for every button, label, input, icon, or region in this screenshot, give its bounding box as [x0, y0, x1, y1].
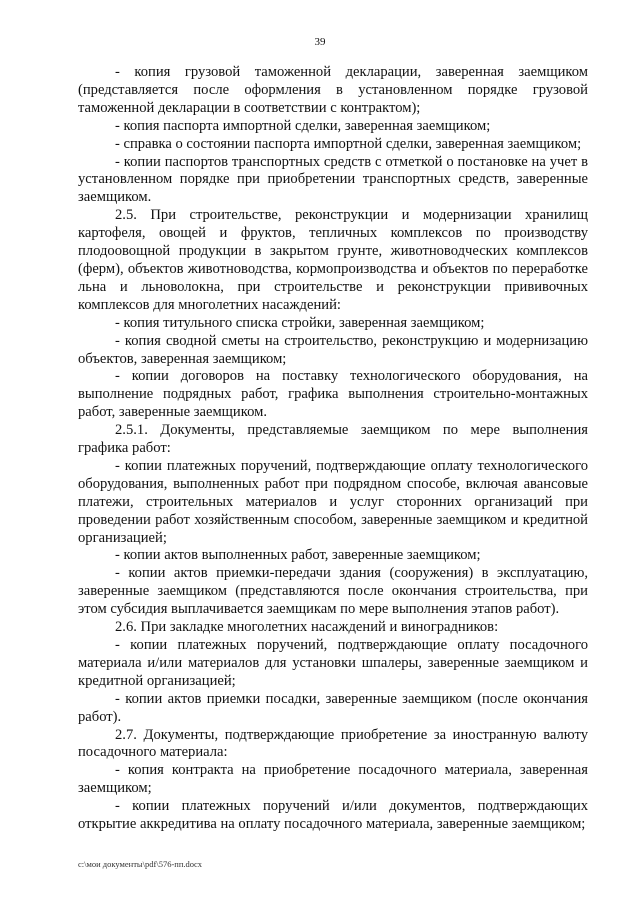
paragraph: 2.7. Документы, подтверждающие приобретение за иностранную валюту посадочного материала:	[78, 726, 588, 761]
paragraph: - копии платежных поручений, подтверждающие оплату посадочного материала и/или материалов для установки шпалеры, заверенные заемщиком и кредитной организацией;	[78, 637, 588, 689]
paragraph: - копия паспорта импортной сделки, заверенная заемщиком;	[115, 117, 491, 134]
footer-file-path: c:\мои документы\pdf\576-пп.docx	[78, 859, 203, 869]
page-number: 39	[314, 36, 326, 48]
paragraph: - копии платежных поручений, подтверждающие оплату технологического оборудования, выполненных работ при подрядном способе, включая авансовые платежи, строительных материалов и услуг сторонних организаций при проведении работ хозяйственным способом, заверенные заемщиком и кредитной организацией;	[78, 457, 588, 546]
paragraph: 2.6. При закладке многолетних насаждений и виноградников:	[115, 619, 499, 636]
paragraph: - копии паспортов транспортных средств с отметкой о постановке на учет в установленном порядке при приобретении транспортных средств, заверенные заемщиком.	[78, 153, 588, 206]
paragraph: - копии актов приемки-передачи здания (сооружения) в эксплуатацию, заверенные заемщиком (представляются после окончания строительства, при этом субсидия выплачивается заемщикам по мере выполнения этапов работ).	[78, 565, 588, 618]
paragraph: - копии платежных поручений и/или документов, подтверждающих открытие аккредитива на оплату посадочного материала, заверенные заемщиком;	[78, 798, 588, 833]
paragraph: - копия контракта на приобретение посадочного материала, заверенная заемщиком;	[78, 762, 588, 797]
paragraph: 2.5.1. Документы, представляемые заемщиком по мере выполнения графика работ:	[78, 422, 588, 457]
paragraph: - копия сводной сметы на строительство, реконструкцию и модернизацию объектов, заверенная заемщиком;	[78, 332, 588, 367]
document-body	[78, 64, 588, 834]
paragraph: - копии актов выполненных работ, заверенные заемщиком;	[115, 547, 481, 564]
paragraph: - копия титульного списка стройки, заверенная заемщиком;	[115, 314, 485, 331]
paragraph: - копия грузовой таможенной декларации, заверенная заемщиком (представляется после оформления в установленном порядке грузовой таможенной декларации в соответствии с контрактом);	[78, 64, 588, 116]
paragraph: - копии актов приемки посадки, заверенные заемщиком (после окончания работ).	[78, 690, 588, 725]
paragraph: 2.5. При строительстве, реконструкции и модернизации хранилищ картофеля, овощей и фруктов, тепличных комплексов по производству плодоовощной продукции в закрытом грунте, животноводческих комплексов (ферм), объектов животноводства, кормопроизводства и объектов по переработке льна и льноволокна, при строительстве и реконструкции прививочных комплексов для многолетних насаждений:	[78, 207, 588, 313]
paragraph: - копии договоров на поставку технологического оборудования, на выполнение подрядных работ, графика выполнения строительно-монтажных работ, заверенные заемщиком.	[78, 368, 588, 421]
paragraph: - справка о состоянии паспорта импортной сделки, заверенная заемщиком;	[115, 135, 582, 152]
